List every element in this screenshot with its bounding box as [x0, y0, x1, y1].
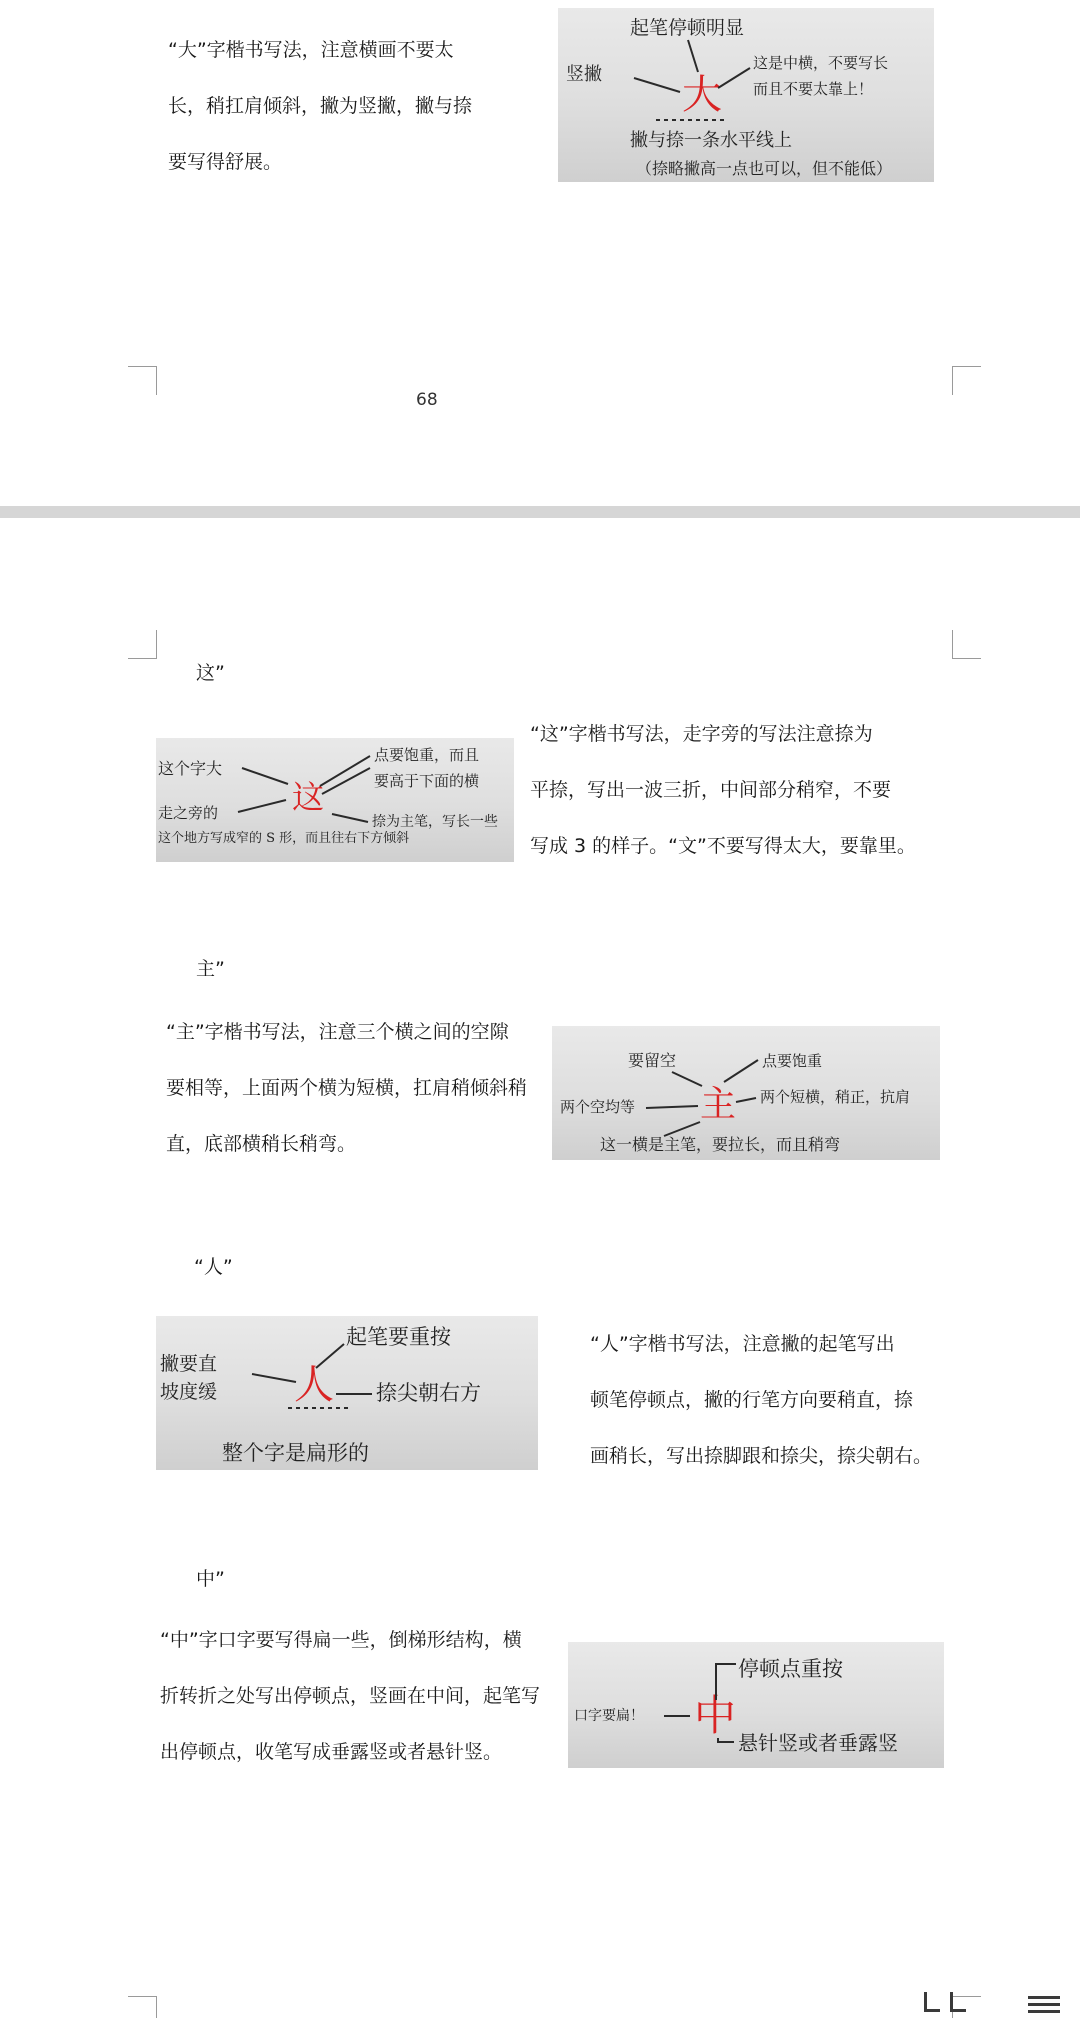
page1-paragraph-line: 要写得舒展。: [168, 151, 283, 173]
label: 起笔停顿明显: [630, 17, 745, 39]
ren-paragraph: [590, 1316, 932, 1484]
page1-paragraph: [168, 22, 472, 190]
label: 撇与捺一条水平线上: [630, 130, 792, 151]
menu-icon[interactable]: [916, 1990, 1066, 2017]
paragraph-line: 要相等，上面两个横为短横，扛肩稍倾斜稍: [166, 1077, 528, 1099]
label: 两个短横，稍正，抗肩: [760, 1088, 911, 1106]
label: 而且不要太靠上！: [753, 80, 874, 98]
label: 点要饱重，而且: [374, 746, 480, 764]
label: 要留空: [628, 1051, 677, 1070]
margin-corner-mark: [952, 366, 981, 395]
label: 这是中横，不要写长: [753, 54, 889, 72]
red-character: 这: [292, 778, 325, 816]
paragraph-line: “中”字口字要写得扁一些，倒梯形结构，横: [160, 1629, 522, 1651]
label: 口字要扁！: [574, 1708, 644, 1724]
label: 这个地方写成窄的 S 形，而且往右下方倾斜: [158, 831, 410, 846]
margin-corner-mark: [952, 630, 981, 659]
section-heading-ren: “人”: [194, 1256, 233, 1278]
red-character: 人: [294, 1362, 334, 1408]
zhu-paragraph: [166, 1004, 527, 1172]
page-number: 68: [416, 390, 438, 410]
margin-corner-mark: [128, 1996, 157, 2018]
zhe-paragraph: [530, 706, 916, 874]
red-character: 主: [700, 1084, 737, 1125]
image-zhu-annotated: [552, 1026, 940, 1160]
paragraph-line: “主”字楷书写法，注意三个横之间的空隙: [166, 1021, 509, 1043]
label: （捺略撇高一点也可以，但不能低）: [636, 159, 893, 178]
paragraph-line: 折转折之处写出停顿点，竖画在中间，起笔写: [160, 1685, 541, 1707]
label: 点要饱重: [762, 1052, 823, 1070]
image-da-annotated: [558, 8, 934, 182]
label: 起笔要重按: [346, 1325, 451, 1349]
image-zhong-annotated: [568, 1642, 944, 1768]
zhong-paragraph: [160, 1612, 540, 1780]
label: 坡度缓: [160, 1381, 218, 1403]
red-character: 中: [694, 1691, 737, 1740]
paragraph-line: 直，底部横稍长稍弯。: [166, 1133, 357, 1155]
margin-corner-mark: [128, 630, 157, 659]
label: 停顿点重按: [738, 1657, 843, 1681]
label: 捺为主笔，写长一些: [372, 814, 498, 830]
margin-corner-mark: [128, 366, 157, 395]
image-ren-annotated: [156, 1316, 538, 1470]
paragraph-line: 平捺，写出一波三折，中间部分稍窄，不要: [530, 779, 892, 801]
page-separator: [0, 506, 1080, 518]
paragraph-line: “人”字楷书写法，注意撇的起笔写出: [590, 1333, 895, 1355]
label: 这一横是主笔，要拉长，而且稍弯: [600, 1135, 841, 1154]
label: 撇要直: [160, 1353, 218, 1375]
label: 捺尖朝右方: [376, 1381, 481, 1405]
label: 竖撇: [566, 64, 602, 85]
label: 这个字大: [158, 759, 223, 778]
label: 两个空均等: [560, 1098, 636, 1116]
paragraph-line: 画稍长，写出捺脚跟和捺尖，捺尖朝右。: [590, 1445, 933, 1467]
red-character: 大: [682, 72, 722, 118]
section-heading-zhong: 中”: [196, 1568, 225, 1590]
paragraph-line: 顿笔停顿点，撇的行笔方向要稍直，捺: [590, 1389, 914, 1411]
section-heading-zhu: 主”: [196, 958, 225, 980]
section-heading-zhe: 这”: [196, 662, 225, 684]
label: 要高于下面的横: [374, 772, 480, 790]
label: 整个字是扁形的: [222, 1441, 369, 1465]
page1-paragraph-line: 长，稍扛肩倾斜，撇为竖撇，撇与捺: [168, 95, 473, 117]
paragraph-line: 写成 3 的样子。“文”不要写得太大，要靠里。: [530, 835, 916, 857]
page1-paragraph-line: “大”字楷书写法，注意横画不要太: [168, 39, 454, 61]
paragraph-line: “这”字楷书写法，走字旁的写法注意捺为: [530, 723, 873, 745]
label: 走之旁的: [158, 804, 219, 822]
label: 悬针竖或者垂露竖: [738, 1731, 898, 1755]
paragraph-line: 出停顿点，收笔写成垂露竖或者悬针竖。: [160, 1741, 503, 1763]
image-zhe-annotated: [156, 738, 514, 862]
